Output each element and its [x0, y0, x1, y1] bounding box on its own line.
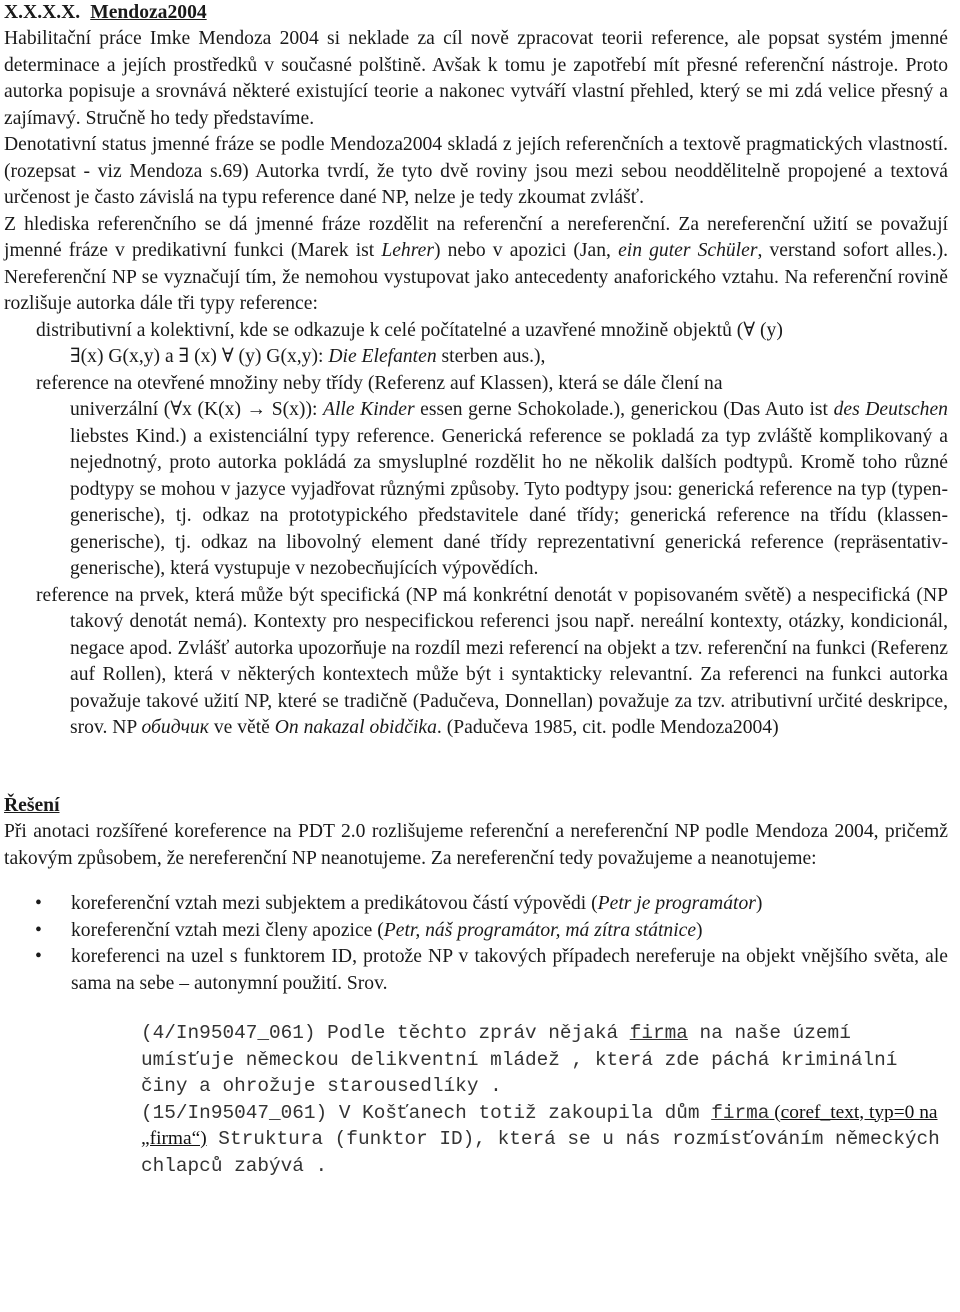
text-run: koreferenční vztah mezi subjektem a predikátovou částí výpovědi ( — [71, 893, 598, 914]
example-italic: Petr, náš programátor, má zítra státnice — [383, 919, 697, 941]
text-run: sterben aus.), — [436, 346, 546, 367]
annotated-word: firma — [629, 1022, 688, 1044]
example-italic: Die Elefanten — [328, 346, 437, 367]
text-run: reference na prvek, která může být specifická (NP má konkrétní denotát v popisovaném světě) a nespecifická (NP takový denotát nemá). Kontexty pro nespecifickou referenci jsou např. nereální kontexty, otázky, kondicionál, negace apod. Zvlášť autorka upozorňuje na rozdíl mezi referencí na objekt a tzv. referenční na funkci (Referenz auf Rollen), která v některých kontextech může být i syntakticky relevantní. Za referenci na funkci autorka považuje takové užití NP, které se tradičně (Padučeva, Donnellan) považuje za tzv. atributivní určité deskripce, srov. NP — [36, 584, 948, 738]
intro-paragraph-1: Habilitační práce Imke Mendoza 2004 si neklade za cíl nově zpracovat teorii reference, ale popsat systém jmenné determinace a jejích prostředků v současné polštině. Avšak k tomu je zapotřebí mít přesné referenční nástroje. Proto autorka popisuje a srovnává některé existující teorie a nakonec vytváří vlastní přehled, který se mi zdá velice přesný a zajímavý. Stručně ho tedy představíme. — [4, 28, 948, 129]
text-run: ∃(x) G(x,y) a ∃ (x) ∀ (y) G(x,y): — [70, 346, 329, 367]
annotated-word: firma — [711, 1101, 770, 1124]
text-run: (4/In95047_061) Podle těchto zpráv nějaká — [141, 1022, 630, 1044]
section-title — [4, 0, 948, 26]
text-run: na naše území umísťuje německou delikventní mládež , která zde páchá kriminální činy a ohrožuje starousedlíky . — [141, 1022, 898, 1097]
text-run: , verstand sofort alles.). Nereferenční NP se vyznačují tím, že nemohou vystupovat jako antecedenty anaforického vztahu. Na referenční rovině rozlišuje autorka dále tři typy reference: — [4, 240, 949, 314]
reference-type-classes: reference na otevřené množiny neby třídy (Referenz auf Klassen), která se dále člení na — [36, 372, 723, 394]
bullet-icon: • — [35, 946, 42, 967]
list-item — [4, 891, 948, 918]
example-italic: обидчик — [141, 717, 209, 738]
text-run: ) — [755, 893, 763, 914]
text-run: koreferenci na uzel s funktorem ID, protože NP v takových případech nereferuje na objekt vnějšího světa, ale sama na sebe – autonymní použití. Srov. — [71, 946, 948, 994]
bullet-icon: • — [35, 893, 42, 914]
text-run: univerzální (∀x (K(x) → S(x)): — [70, 399, 324, 420]
reference-type-element — [36, 583, 948, 742]
reference-type-classes-detail — [70, 397, 948, 583]
list-item — [4, 918, 948, 945]
bullet-list — [4, 891, 948, 997]
intro-paragraph-2: Denotativní status jmenné fráze se podle Mendoza2004 skladá z jejích referenčních a textově pragmatických vlastností. (rozepsat - viz Mendoza s.69) Autorka tvrdí, že tyto dvě roviny jsou mezi sebou neoddělitelně propojené a textová určenost je často závislá na typu reference dané NP, nelze je tedy zkoumat zvlášť. — [4, 134, 948, 208]
example-sentence-2 — [141, 1100, 948, 1180]
example-italic: des Deutschen — [833, 399, 948, 420]
coref-annotation: (coref_text, typ=0 na „firma“) — [141, 1101, 938, 1149]
intro-paragraph-3 — [4, 212, 948, 318]
list-item — [4, 944, 948, 997]
spacer — [4, 997, 948, 1020]
text-run: liebstes Kind.) a existenciální typy reference. Generická reference se pokladá za typ zvláště komplikovaný a nejednotný, proto autorka pokládá za smysluplné rozdělit ho ne několik dalších podtypů. Kromě toho různé podtypy se mohou v jazyce vyjadřovat různými způsoby. Tyto podtypy jsou: generická reference na typ (typen-generische), tj. odkaz na prototypického představitele dané třídy; generická reference na třídu (klassen-generische), tj. odkaz na libovolný element dané třídy reprezentativní generická reference (repräsentativ-generische), která vystupuje v nezobecňujících výpovědích. — [70, 425, 948, 579]
example-italic: ein guter Schüler — [618, 240, 758, 261]
solution-heading: Řešení — [4, 794, 60, 816]
solution-paragraph: Při anotaci rozšířené koreference na PDT 2.0 rozlišujeme referenční a nereferenční NP podle Mendoza 2004, pričemž takovým způsobem, že nereferenční NP neanotujeme. Za nereferenční tedy považujeme a neanotujeme: — [4, 821, 948, 869]
example-italic: Petr je programátor — [597, 893, 756, 914]
text-run: . (Padučeva 1985, cit. podle Mendoza2004) — [436, 717, 779, 738]
text-run: Z hlediska referenčního se dá jmenné fráze rozdělit na referenční a nereferenční. Za nereferenční užití se považují jmenné fráze v predikativní funkci (Marek ist — [4, 213, 948, 261]
bullet-icon: • — [35, 919, 42, 941]
reference-type-distributive: distributivní a kolektivní, kde se odkazuje k celé počítatelné a uzavřené množině objektů (∀ (y) — [36, 319, 783, 341]
example-italic: On nakazal obidčika — [274, 717, 437, 738]
text-run: ) nebo v apozici (Jan, — [433, 240, 619, 261]
document-page — [4, 0, 948, 1179]
section-name: Mendoza2004 — [90, 2, 207, 23]
spacer — [4, 742, 948, 793]
example-italic: Alle Kinder — [323, 399, 415, 420]
section-number: X.X.X.X. — [4, 2, 81, 23]
text-run: essen gerne Schokolade.), generickou (Das Auto ist — [414, 399, 834, 420]
text-run: ve větě — [208, 717, 275, 738]
text-run: koreferenční vztah mezi členy apozice ( — [71, 919, 384, 941]
text-run: ) — [696, 919, 703, 941]
spacer — [4, 872, 948, 891]
reference-type-distributive-formula — [70, 344, 948, 371]
text-run: (15/In95047_061) V Košťanech totiž zakoupila dům — [141, 1101, 712, 1124]
example-italic: Lehrer — [381, 240, 434, 261]
example-sentence-1 — [141, 1020, 948, 1100]
text-run: Struktura (funktor ID), která se u nás rozmísťováním německých chlapců zabývá . — [141, 1128, 940, 1177]
